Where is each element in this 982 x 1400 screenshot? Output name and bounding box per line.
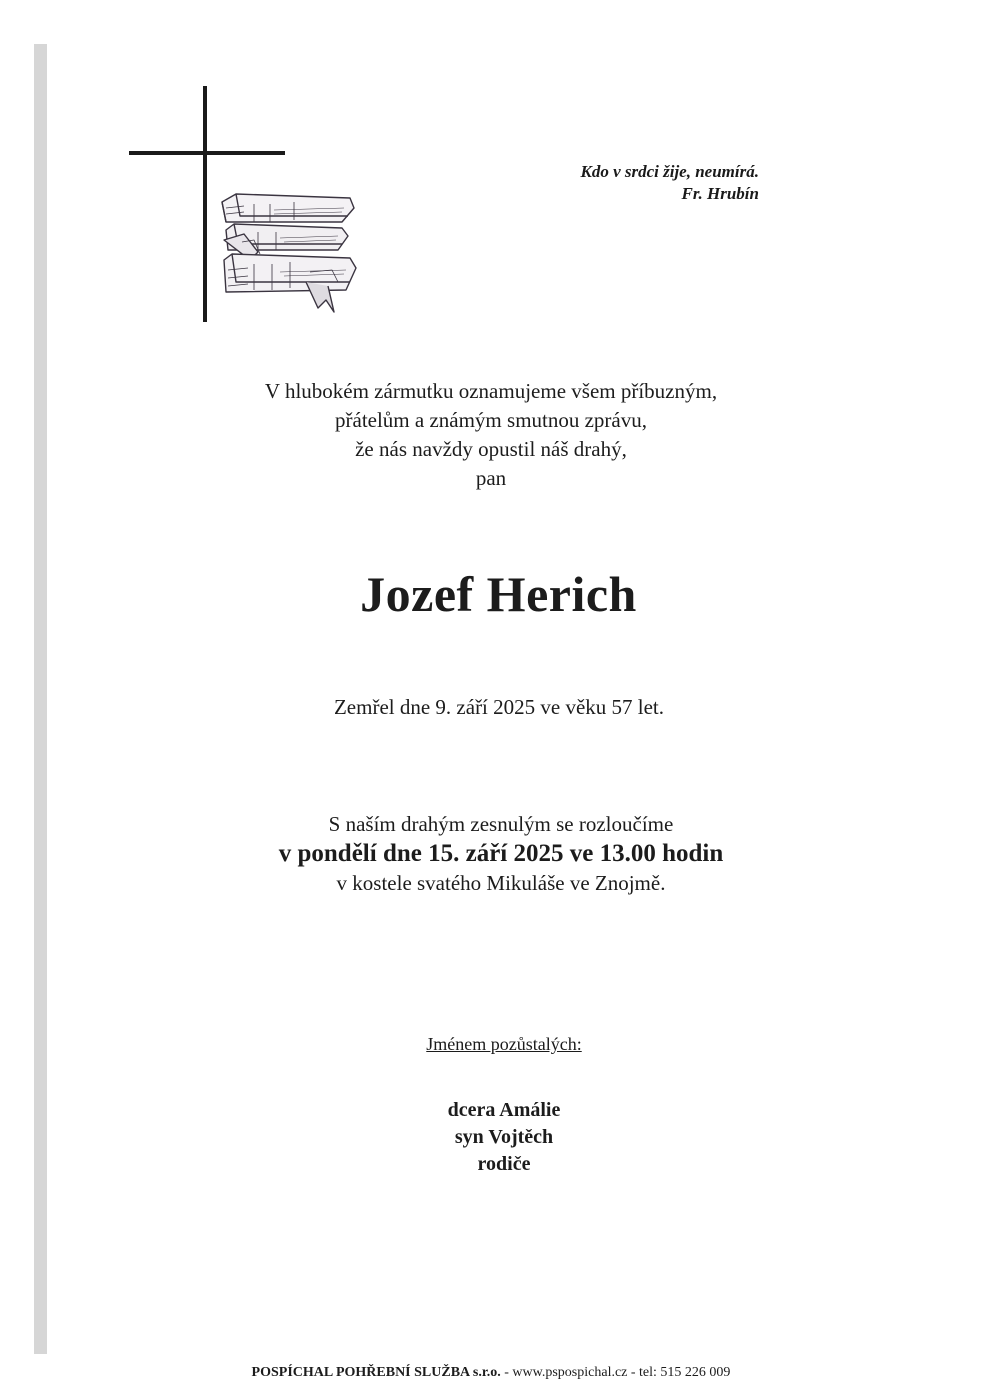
epigraph-author: Fr. Hrubín — [681, 184, 759, 203]
intro-line-1: V hlubokém zármutku oznamujeme všem příbuzným, — [264, 379, 718, 403]
announcement-intro — [0, 377, 982, 493]
deceased-name: Jozef Herich — [360, 566, 637, 622]
intro-line-3: že nás navždy opustil náš drahý, — [355, 437, 627, 461]
intro-line-4: pan — [475, 466, 507, 490]
footer — [0, 1364, 982, 1382]
survivors-heading — [0, 1032, 982, 1056]
funeral-info — [0, 810, 982, 898]
survivor-item: syn Vojtěch — [454, 1126, 554, 1148]
survivors-list — [0, 1097, 982, 1178]
epigraph — [580, 161, 759, 205]
funeral-datetime: v pondělí dne 15. září 2025 ve 13.00 hodin — [278, 840, 724, 867]
cross-icon-arm — [129, 151, 285, 155]
survivor-item: rodiče — [477, 1153, 531, 1175]
intro-line-2: přátelům a známým smutnou zprávu, — [335, 408, 647, 432]
survivors-heading-text: Jménem pozůstalých: — [426, 1034, 582, 1054]
survivor-item: dcera Amálie — [447, 1099, 561, 1121]
footer-firm: POSPÍCHAL POHŘEBNÍ SLUŽBA s.r.o. — [251, 1365, 501, 1380]
farewell-line-1: S naším drahým zesnulým se rozloučíme — [328, 812, 674, 836]
books-icon — [214, 182, 362, 318]
funeral-location: v kostele svatého Mikuláše ve Znojmě. — [336, 871, 666, 895]
footer-contact: - www.pspospichal.cz - tel: 515 226 009 — [500, 1365, 731, 1380]
death-date-line: Zemřel dne 9. září 2025 ve věku 57 let. — [333, 695, 665, 719]
epigraph-text: Kdo v srdci žije, neumírá. — [580, 162, 759, 181]
cross-icon — [203, 86, 207, 322]
